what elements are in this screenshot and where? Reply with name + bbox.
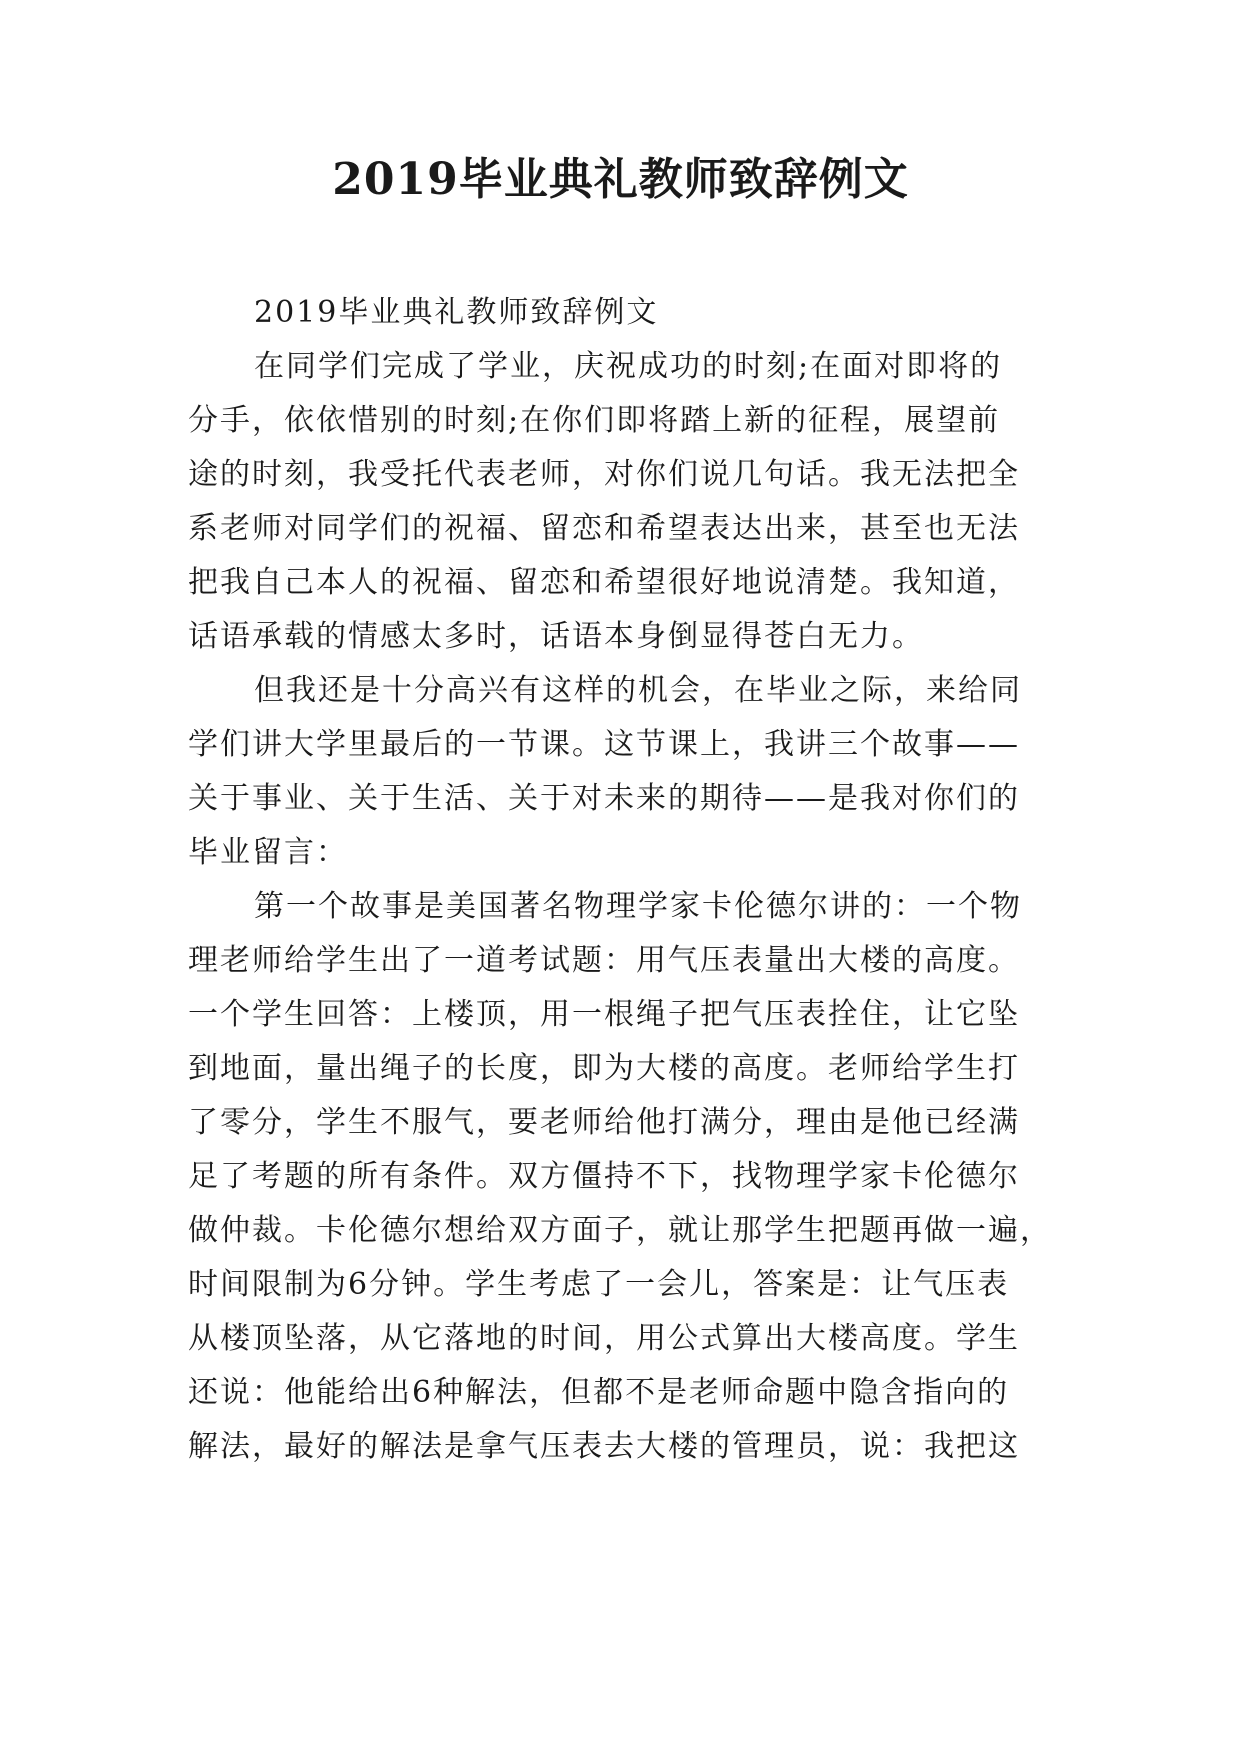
body-line: 途的时刻，我受托代表老师，对你们说几句话。我无法把全 [188,457,1020,492]
document-title: 2019毕业典礼教师致辞例文 [332,154,909,205]
body-line: 解法，最好的解法是拿气压表去大楼的管理员，说：我把这 [188,1429,1020,1464]
body-line: 2019毕业典礼教师致辞例文 [254,295,659,330]
body-line: 在同学们完成了学业，庆祝成功的时刻;在面对即将的 [254,349,1003,384]
body-line: 从楼顶坠落，从它落地的时间，用公式算出大楼高度。学生 [188,1321,1020,1356]
document-body [188,286,1068,1474]
body-line: 了零分，学生不服气，要老师给他打满分，理由是他已经满 [188,1105,1020,1140]
body-line: 足了考题的所有条件。双方僵持不下，找物理学家卡伦德尔 [188,1159,1020,1194]
body-line: 毕业留言： [188,835,348,870]
body-line: 时间限制为6分钟。学生考虑了一会儿，答案是：让气压表 [188,1267,1010,1302]
body-line: 理老师给学生出了一道考试题：用气压表量出大楼的高度。 [188,943,1020,978]
body-line: 第一个故事是美国著名物理学家卡伦德尔讲的：一个物 [254,889,1022,924]
body-line: 但我还是十分高兴有这样的机会，在毕业之际，来给同 [254,673,1022,708]
body-line: 系老师对同学们的祝福、留恋和希望表达出来，甚至也无法 [188,511,1020,546]
body-line: 到地面，量出绳子的长度，即为大楼的高度。老师给学生打 [188,1051,1020,1086]
body-line: 学们讲大学里最后的一节课。这节课上，我讲三个故事—— [188,727,1020,762]
body-line: 话语承载的情感太多时，话语本身倒显得苍白无力。 [188,619,924,654]
body-line: 关于事业、关于生活、关于对未来的期待——是我对你们的 [188,781,1020,816]
body-line: 还说：他能给出6种解法，但都不是老师命题中隐含指向的 [188,1375,1010,1410]
body-line: 一个学生回答：上楼顶，用一根绳子把气压表拴住，让它坠 [188,997,1020,1032]
body-line: 做仲裁。卡伦德尔想给双方面子，就让那学生把题再做一遍， [188,1213,1052,1248]
body-line: 分手，依依惜别的时刻;在你们即将踏上新的征程，展望前 [188,403,1001,438]
body-line: 把我自己本人的祝福、留恋和希望很好地说清楚。我知道， [188,565,1020,600]
